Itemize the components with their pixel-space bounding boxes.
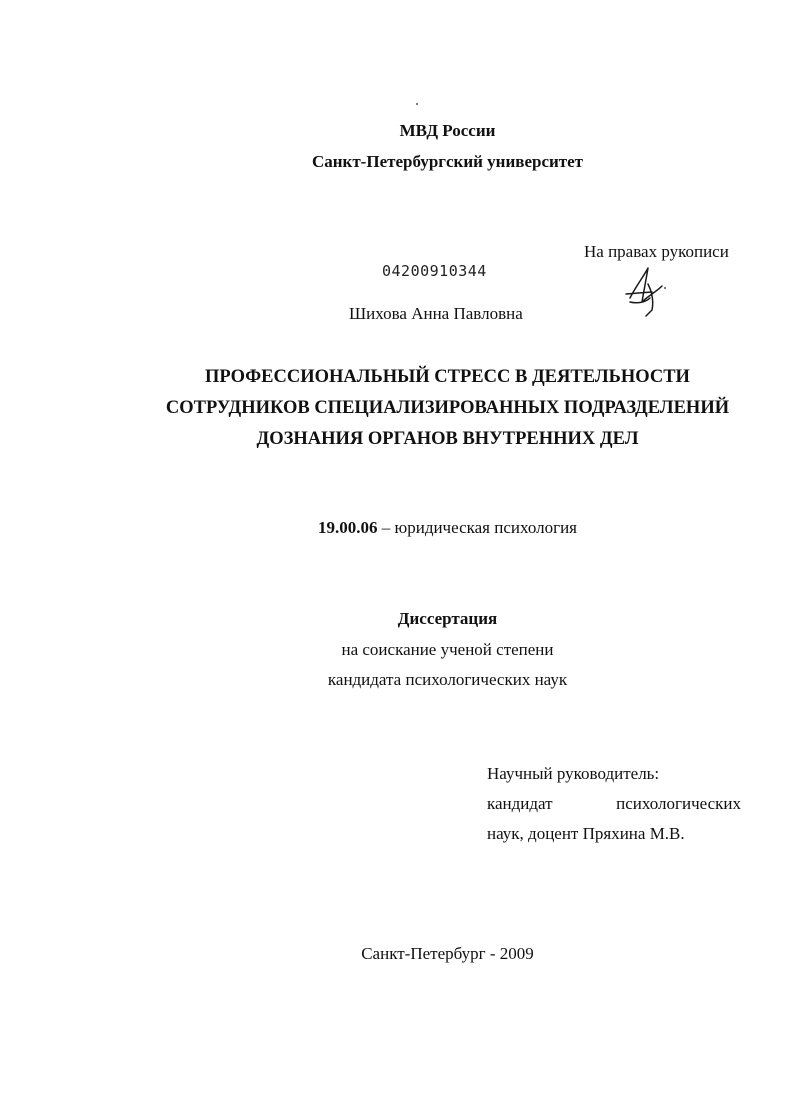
- specialty-code: 19.00.06: [318, 518, 378, 537]
- title-line-1: ПРОФЕССИОНАЛЬНЫЙ СТРЕСС В ДЕЯТЕЛЬНОСТИ: [205, 367, 690, 387]
- supervisor-word-2: психологических: [616, 794, 741, 813]
- scan-dot: [416, 103, 418, 105]
- signature-icon: [618, 262, 678, 322]
- degree-purpose-line-1: на соискание ученой степени: [341, 640, 554, 659]
- specialty-name: юридическая психология: [394, 518, 577, 537]
- specialty-separator: –: [377, 518, 395, 537]
- supervisor-heading: Научный руководитель:: [487, 764, 660, 783]
- supervisor-line-3: наук, доцент Пряхина М.В.: [487, 824, 685, 843]
- university-heading: Санкт-Петербургский университет: [311, 152, 584, 171]
- serial-number: 04200910344: [382, 262, 487, 280]
- title-line-3: ДОЗНАНИЯ ОРГАНОВ ВНУТРЕННИХ ДЕЛ: [256, 429, 639, 449]
- supervisor-word-1: кандидат: [487, 794, 553, 813]
- supervisor-line-2: [487, 794, 741, 814]
- manuscript-note: На правах рукописи: [584, 242, 729, 261]
- place-and-year: Санкт-Петербург - 2009: [361, 944, 534, 963]
- degree-purpose-line-2: кандидата психологических наук: [327, 670, 568, 689]
- specialty-line: [0, 518, 799, 538]
- title-line-2: СОТРУДНИКОВ СПЕЦИАЛИЗИРОВАННЫХ ПОДРАЗДЕЛЕНИЙ: [165, 398, 730, 418]
- scan-dot: [664, 287, 666, 289]
- dissertation-title: [0, 362, 799, 455]
- ministry-heading: МВД России: [399, 121, 496, 140]
- document-type: Диссертация: [397, 609, 498, 628]
- author-name: Шихова Анна Павловна: [349, 304, 523, 323]
